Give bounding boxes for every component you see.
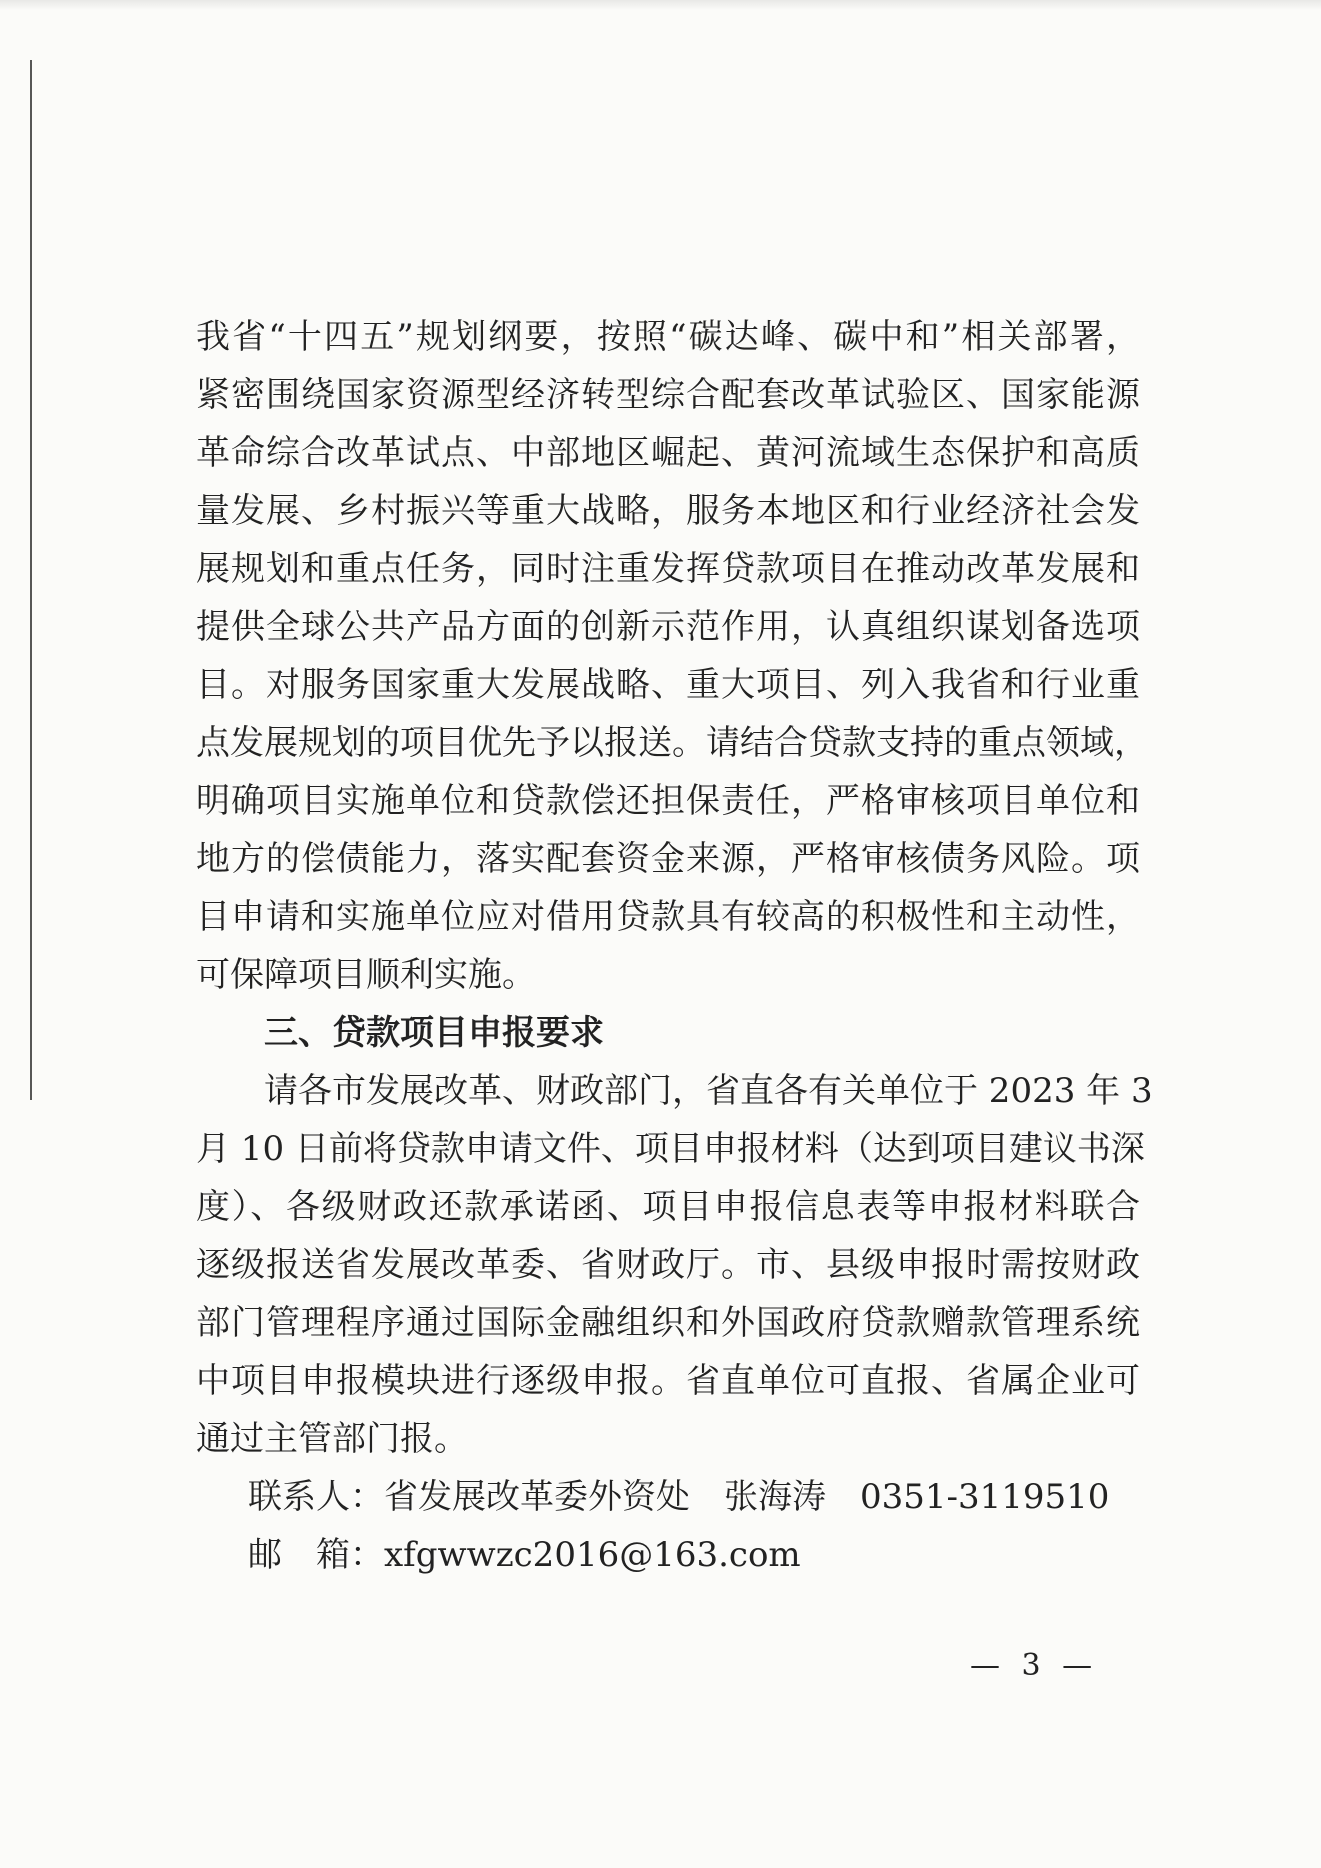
contact-person-line: [196, 1468, 1140, 1526]
text-line: 请各市发展改革、财政部门，省直各有关单位于 2023 年 3: [264, 1071, 1153, 1111]
text-line: 目申请和实施单位应对借用贷款具有较高的积极性和主动性，: [196, 897, 1140, 937]
text-line: 地方的偿债能力，落实配套资金来源，严格审核债务风险。项: [196, 839, 1140, 879]
text-line: 中项目申报模块进行逐级申报。省直单位可直报、省属企业可: [196, 1361, 1140, 1401]
text-line: 点发展规划的项目优先予以报送。请结合贷款支持的重点领域，: [196, 723, 1148, 763]
text-line: 展规划和重点任务，同时注重发挥贷款项目在推动改革发展和: [196, 549, 1140, 589]
contact-person-label: 联系人：: [248, 1477, 384, 1517]
scan-left-edge-line: [30, 60, 32, 1100]
text-line: 目。对服务国家重大发展战略、重大项目、列入我省和行业重: [196, 665, 1140, 705]
text-line: 通过主管部门报。: [196, 1419, 468, 1459]
text-line: 我省“十四五”规划纲要，按照“碳达峰、碳中和”相关部署，: [196, 317, 1140, 357]
text-line: 量发展、乡村振兴等重大战略，服务本地区和行业经济社会发: [196, 491, 1140, 531]
text-line: 可保障项目顺利实施。: [196, 955, 536, 995]
paragraph-2: [196, 1062, 1153, 1468]
text-line: 明确项目实施单位和贷款偿还担保责任，严格审核项目单位和: [196, 781, 1140, 821]
text-line: 部门管理程序通过国际金融组织和外国政府贷款赠款管理系统: [196, 1303, 1140, 1343]
text-line: 月 10 日前将贷款申请文件、项目申报材料（达到项目建议书深: [196, 1129, 1145, 1169]
contact-person-value: 省发展改革委外资处 张海涛 0351-3119510: [384, 1477, 1110, 1517]
text-line: 提供全球公共产品方面的创新示范作用，认真组织谋划备选项: [196, 607, 1140, 647]
contact-email-label: 邮 箱：: [248, 1535, 384, 1575]
contact-email-value: xfgwwzc2016@163.com: [384, 1535, 801, 1575]
scan-top-shadow: [0, 0, 1321, 10]
section-heading: 三、贷款项目申报要求: [264, 1013, 604, 1053]
text-line: 度）、各级财政还款承诺函、项目申报信息表等申报材料联合: [196, 1187, 1140, 1227]
page-number: — 3 —: [970, 1648, 1099, 1683]
text-line: 革命综合改革试点、中部地区崛起、黄河流域生态保护和高质: [196, 433, 1140, 473]
text-line: 逐级报送省发展改革委、省财政厅。市、县级申报时需按财政: [196, 1245, 1140, 1285]
contact-email-line: [196, 1526, 1140, 1584]
text-line: 紧密围绕国家资源型经济转型综合配套改革试验区、国家能源: [196, 375, 1140, 415]
document-body: [196, 308, 1153, 1584]
paragraph-1: [196, 308, 1148, 1004]
